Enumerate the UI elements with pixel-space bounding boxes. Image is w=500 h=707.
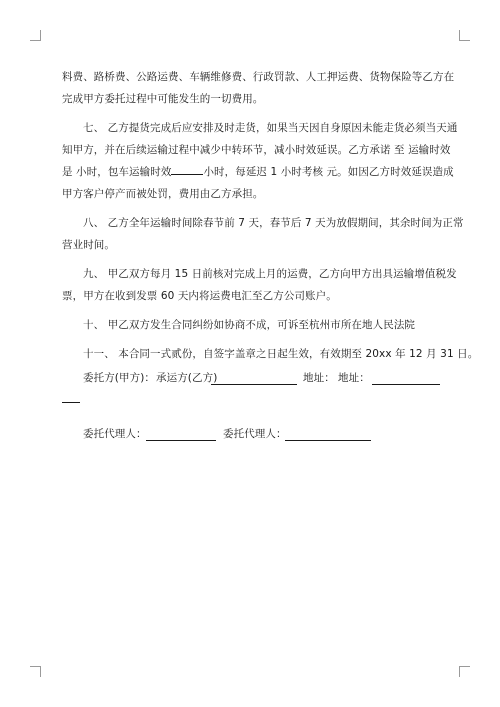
signature-agents-row [62, 423, 440, 445]
agent-b-label: 委托代理人： [223, 428, 287, 440]
agent-b-blank [285, 429, 371, 441]
party-a-label: 委托方(甲方)： [83, 372, 155, 384]
text-line: 料费、路桥费、公路运费、车辆维修费、行政罚款、人工押运费、货物保险等乙方在 [62, 71, 455, 83]
text-line: 八、 乙方全年运输时间除春节前 7 天，春节后 7 天为放假期间，其余时间为正常 [83, 217, 464, 229]
clause-9-billing [62, 263, 457, 307]
text-line: 九、 甲乙双方每月 15 日前核对完成上月的运费，乙方向甲方出具运输增值税发 [83, 268, 457, 280]
text-segment: 是 小时，包车运输时效 [62, 166, 172, 178]
signature-parties-row [62, 367, 440, 391]
crop-mark-top-right [459, 30, 470, 41]
agent-a-label: 委托代理人： [83, 428, 147, 440]
text-line: 十一、 本合同一式贰份，自签字盖章之日起生效，有效期至 20xx 年 12 月 31 日。 [83, 348, 479, 360]
crop-mark-bottom-right [459, 666, 470, 677]
crop-mark-top-left [30, 30, 41, 41]
clause-8-holidays [62, 212, 464, 256]
text-line: 知甲方，并在后续运输过程中减少中转环节，减小时效延误。乙方承诺 至 运输时效 [62, 144, 451, 156]
text-line: 十、 甲乙双方发生合同纠纷如协商不成，可诉至杭州市所在地人民法院 [83, 319, 416, 331]
address-label-1: 地址： [303, 372, 335, 384]
signature-continuation-row [62, 391, 440, 423]
continuation-blank [62, 391, 80, 403]
contract-body [62, 66, 479, 445]
clause-costs-continued [62, 66, 455, 110]
party-b-label: 承运方(乙方) [156, 372, 218, 384]
address-blank [372, 373, 440, 385]
text-segment: 小时，每延迟 1 小时考核 元。如因乙方时效延误造成 [203, 166, 454, 178]
clause-10-disputes [62, 314, 440, 336]
text-line: 票，甲方在收到发票 60 天内将运费电汇至乙方公司账户。 [62, 290, 337, 302]
text-line: 甲方客户停产而被处罚，费用由乙方承担。 [62, 188, 264, 200]
clause-7-delivery [62, 117, 458, 205]
blank-line [171, 163, 203, 175]
crop-mark-bottom-left [30, 666, 41, 677]
text-line: 七、 乙方提货完成后应安排及时走货，如果当天因自身原因未能走货必须当天通 [83, 122, 458, 134]
party-b-blank [211, 373, 297, 385]
clause-11-validity [62, 343, 479, 365]
agent-a-blank [146, 429, 216, 441]
text-line: 营业时间。 [62, 239, 115, 251]
address-label-2: 地址： [338, 372, 370, 384]
text-line [62, 161, 454, 183]
text-line: 完成甲方委托过程中可能发生的一切费用。 [62, 93, 264, 105]
